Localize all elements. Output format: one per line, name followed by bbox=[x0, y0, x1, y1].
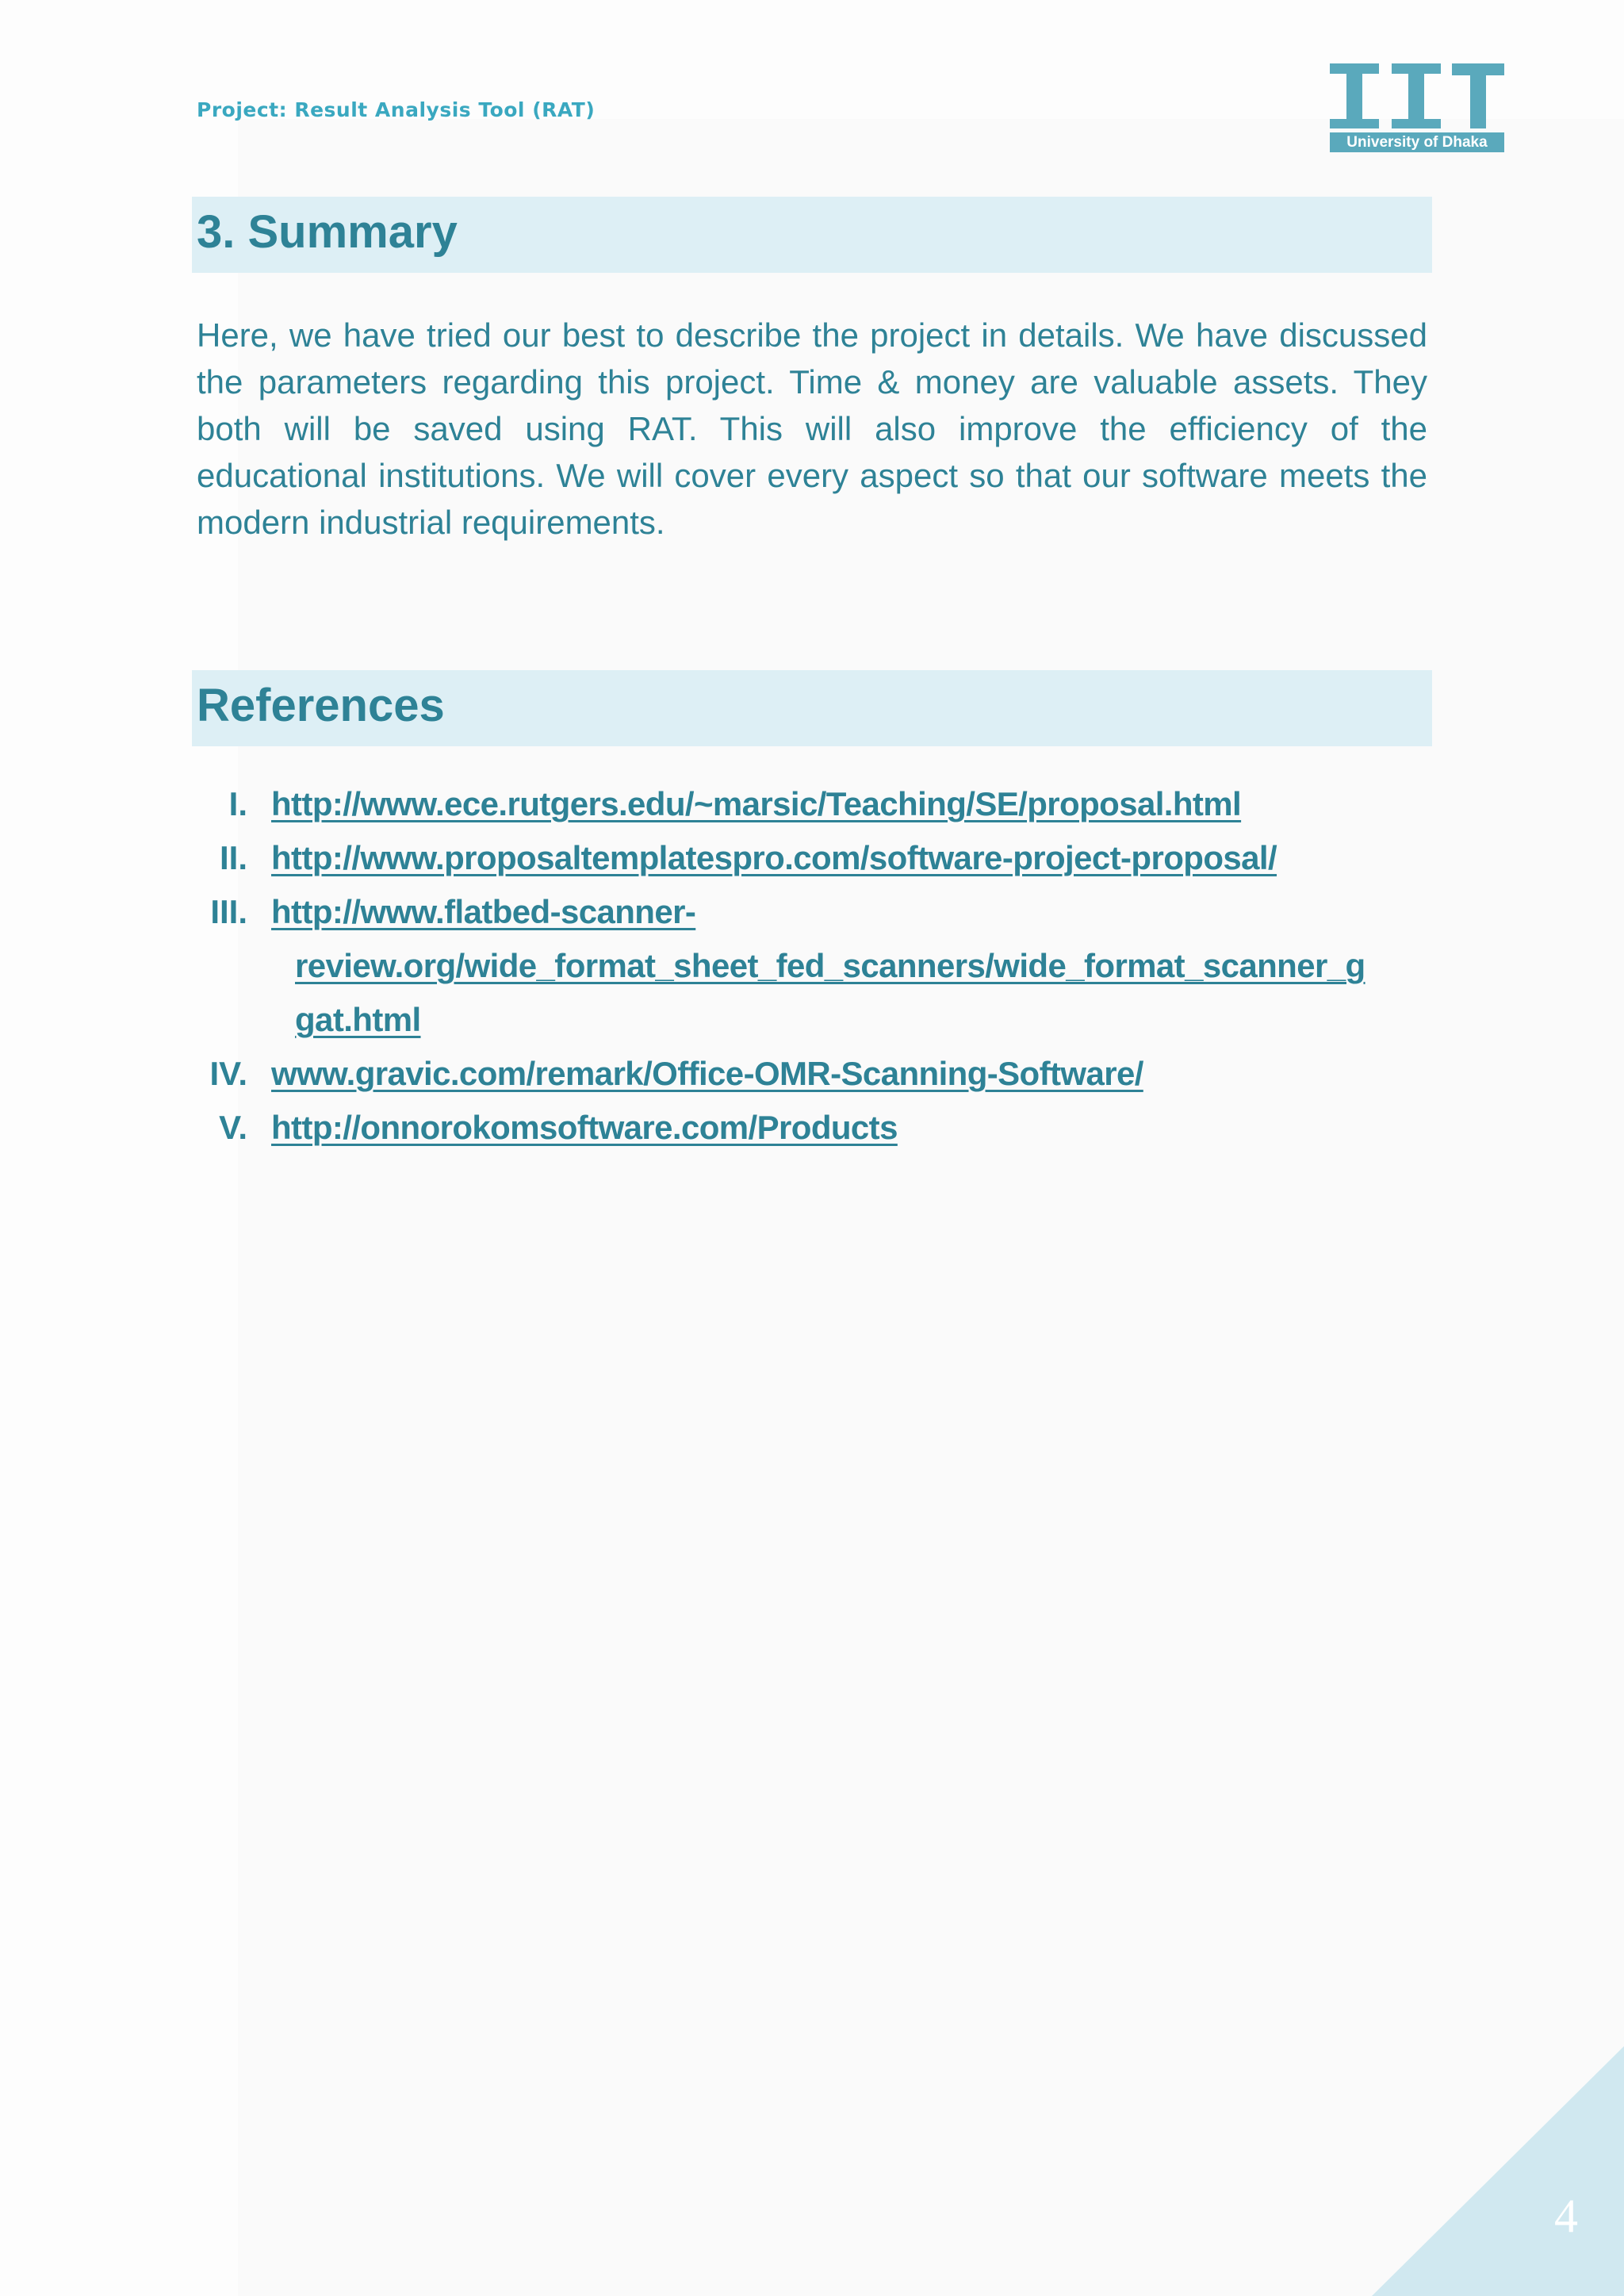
page-corner-decoration bbox=[1372, 2046, 1624, 2296]
reference-item bbox=[197, 1101, 1427, 1155]
reference-link[interactable] bbox=[271, 885, 1365, 1047]
project-header: Project: Result Analysis Tool (RAT) bbox=[197, 98, 596, 121]
reference-item bbox=[197, 777, 1427, 831]
reference-link[interactable]: http://onnorokomsoftware.com/Products bbox=[271, 1109, 898, 1146]
iit-logo bbox=[1330, 63, 1504, 155]
reference-number: IV. bbox=[209, 1055, 247, 1092]
references-list bbox=[197, 777, 1427, 1155]
references-heading: References bbox=[192, 670, 1432, 746]
reference-number: V. bbox=[219, 1109, 247, 1146]
reference-item bbox=[197, 1047, 1427, 1101]
page-number: 4 bbox=[1554, 2190, 1578, 2242]
logo-caption: University of Dhaka bbox=[1330, 132, 1504, 152]
reference-number: II. bbox=[219, 839, 247, 876]
reference-link[interactable]: http://www.proposaltemplatespro.com/software-project-proposal/ bbox=[271, 839, 1277, 876]
reference-number: I. bbox=[228, 785, 247, 822]
iit-logo-letters bbox=[1330, 63, 1504, 133]
reference-link-line: http://www.flatbed-scanner- bbox=[271, 893, 696, 930]
reference-item bbox=[197, 831, 1427, 885]
reference-number: III. bbox=[210, 893, 247, 930]
reference-item bbox=[197, 885, 1427, 1047]
reference-link[interactable]: www.gravic.com/remark/Office-OMR-Scanning-Software/ bbox=[271, 1055, 1143, 1092]
reference-link-line: gat.html bbox=[295, 1001, 421, 1038]
reference-link[interactable]: http://www.ece.rutgers.edu/~marsic/Teaching/SE/proposal.html bbox=[271, 785, 1242, 822]
summary-paragraph: Here, we have tried our best to describe the project in details. We have discussed the parameters regarding this project. Time & money are valuable assets. They both will be saved using RAT. This will also improve the efficiency of the educational institutions. We will cover every aspect so that our software meets the modern industrial requirements. bbox=[197, 316, 1427, 541]
reference-link-line: review.org/wide_format_sheet_fed_scanners/wide_format_scanner_g bbox=[295, 947, 1365, 984]
summary-heading: 3. Summary bbox=[192, 197, 1432, 273]
